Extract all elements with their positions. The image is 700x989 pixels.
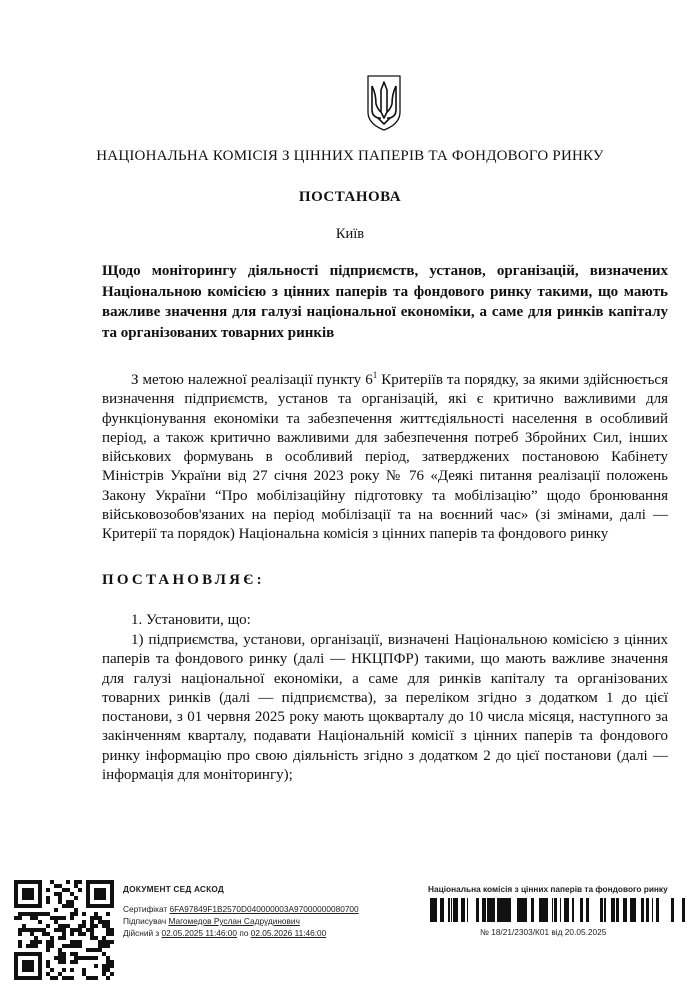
city: Київ — [335, 226, 365, 242]
item-1-1 — [102, 631, 668, 785]
resolves-heading: ПОСТАНОВЛЯЄ: — [102, 572, 265, 588]
validity-line — [123, 928, 326, 938]
validity-label: Дійсний з — [123, 928, 162, 938]
document-type: ПОСТАНОВА — [298, 189, 402, 205]
signer-line — [123, 916, 300, 926]
document-subject: Щодо моніторингу діяльності підприємств, установ, організацій, визначених Національною комісією з цінних паперів та фондового ринку такими, що мають важливе значення для галузі національної економіки, а саме для ринків капіталу та організованих товарних ринків — [102, 263, 668, 341]
preamble-text-part1: З метою належної реалізації пункту 6 — [131, 372, 373, 388]
issuer-name: НАЦІОНАЛЬНА КОМІСІЯ З ЦІННИХ ПАПЕРІВ ТА ФОНДОВОГО РИНКУ — [96, 148, 604, 164]
item-1: 1. Установити, що: — [131, 612, 251, 628]
valid-to: 02.05.2026 11:46:00 — [250, 928, 327, 938]
preamble-paragraph — [102, 366, 668, 545]
signer-value: Магомедов Руслан Садрудинович — [168, 916, 300, 926]
registration-number: № 18/21/2303/К01 від 20.05.2025 — [480, 927, 607, 937]
valid-from: 02.05.2025 11:46:00 — [161, 928, 238, 938]
item-1-1-text: 1) підприємства, установи, організації, визначені Національною комісією з цінних паперів та фондового ринку (далі — НКЦПФР) такими, що мають важливе значення для галузі національної економіки, а саме для ринків капіталу та організованих товарних ринків (далі — підприємства), за переліком згідно з додатком 1 до цієї постанови, з 01 червня 2025 року мають щокварталу до 10 числа місяця, наступного за закінченням кварталу, подавати Національній комісії з цінних паперів та фондового ринку інформацію про свою діяльність згідно з додатком 2 до цієї постанови (далі — інформація для моніторингу); — [102, 632, 668, 784]
preamble-text-part2: Критеріїв та порядку, за якими здійснюється визначення підприємств, установ та організацій, які є критично важливими для функціонування економіки та забезпечення життєдіяльності населення в особливий період, а також критично важливими для забезпечення потреб Збройних Сил, інших військових формувань в особливий період, затверджених постановою Кабінету Міністрів України від 27 січня 2023 року № 76 «Деякі питання реалізації положень Закону України “Про мобілізаційну підготовку та мобілізацію” щодо бронювання військовозобов'язаних на період мобілізації та на воєнний час» (зі змінами, далі — Критерії та порядок) Національна комісія з цінних паперів та фондового ринку — [102, 372, 668, 543]
signer-label: Підписувач — [123, 916, 169, 926]
validity-mid: по — [237, 928, 251, 938]
trident-emblem-icon — [366, 72, 402, 132]
qr-code-icon — [14, 880, 114, 980]
certificate-line — [123, 904, 359, 914]
certificate-value: 6FA97849F1B2570D040000003A97000000080700 — [169, 904, 359, 914]
preamble-superscript: 1 — [372, 370, 378, 380]
registration-org: Національна комісія з цінних паперів та фондового ринку — [428, 884, 668, 894]
barcode-icon — [430, 898, 686, 922]
signature-stamp-title: ДОКУМЕНТ СЕД АСКОД — [123, 884, 225, 894]
certificate-label: Сертифікат — [123, 904, 170, 914]
